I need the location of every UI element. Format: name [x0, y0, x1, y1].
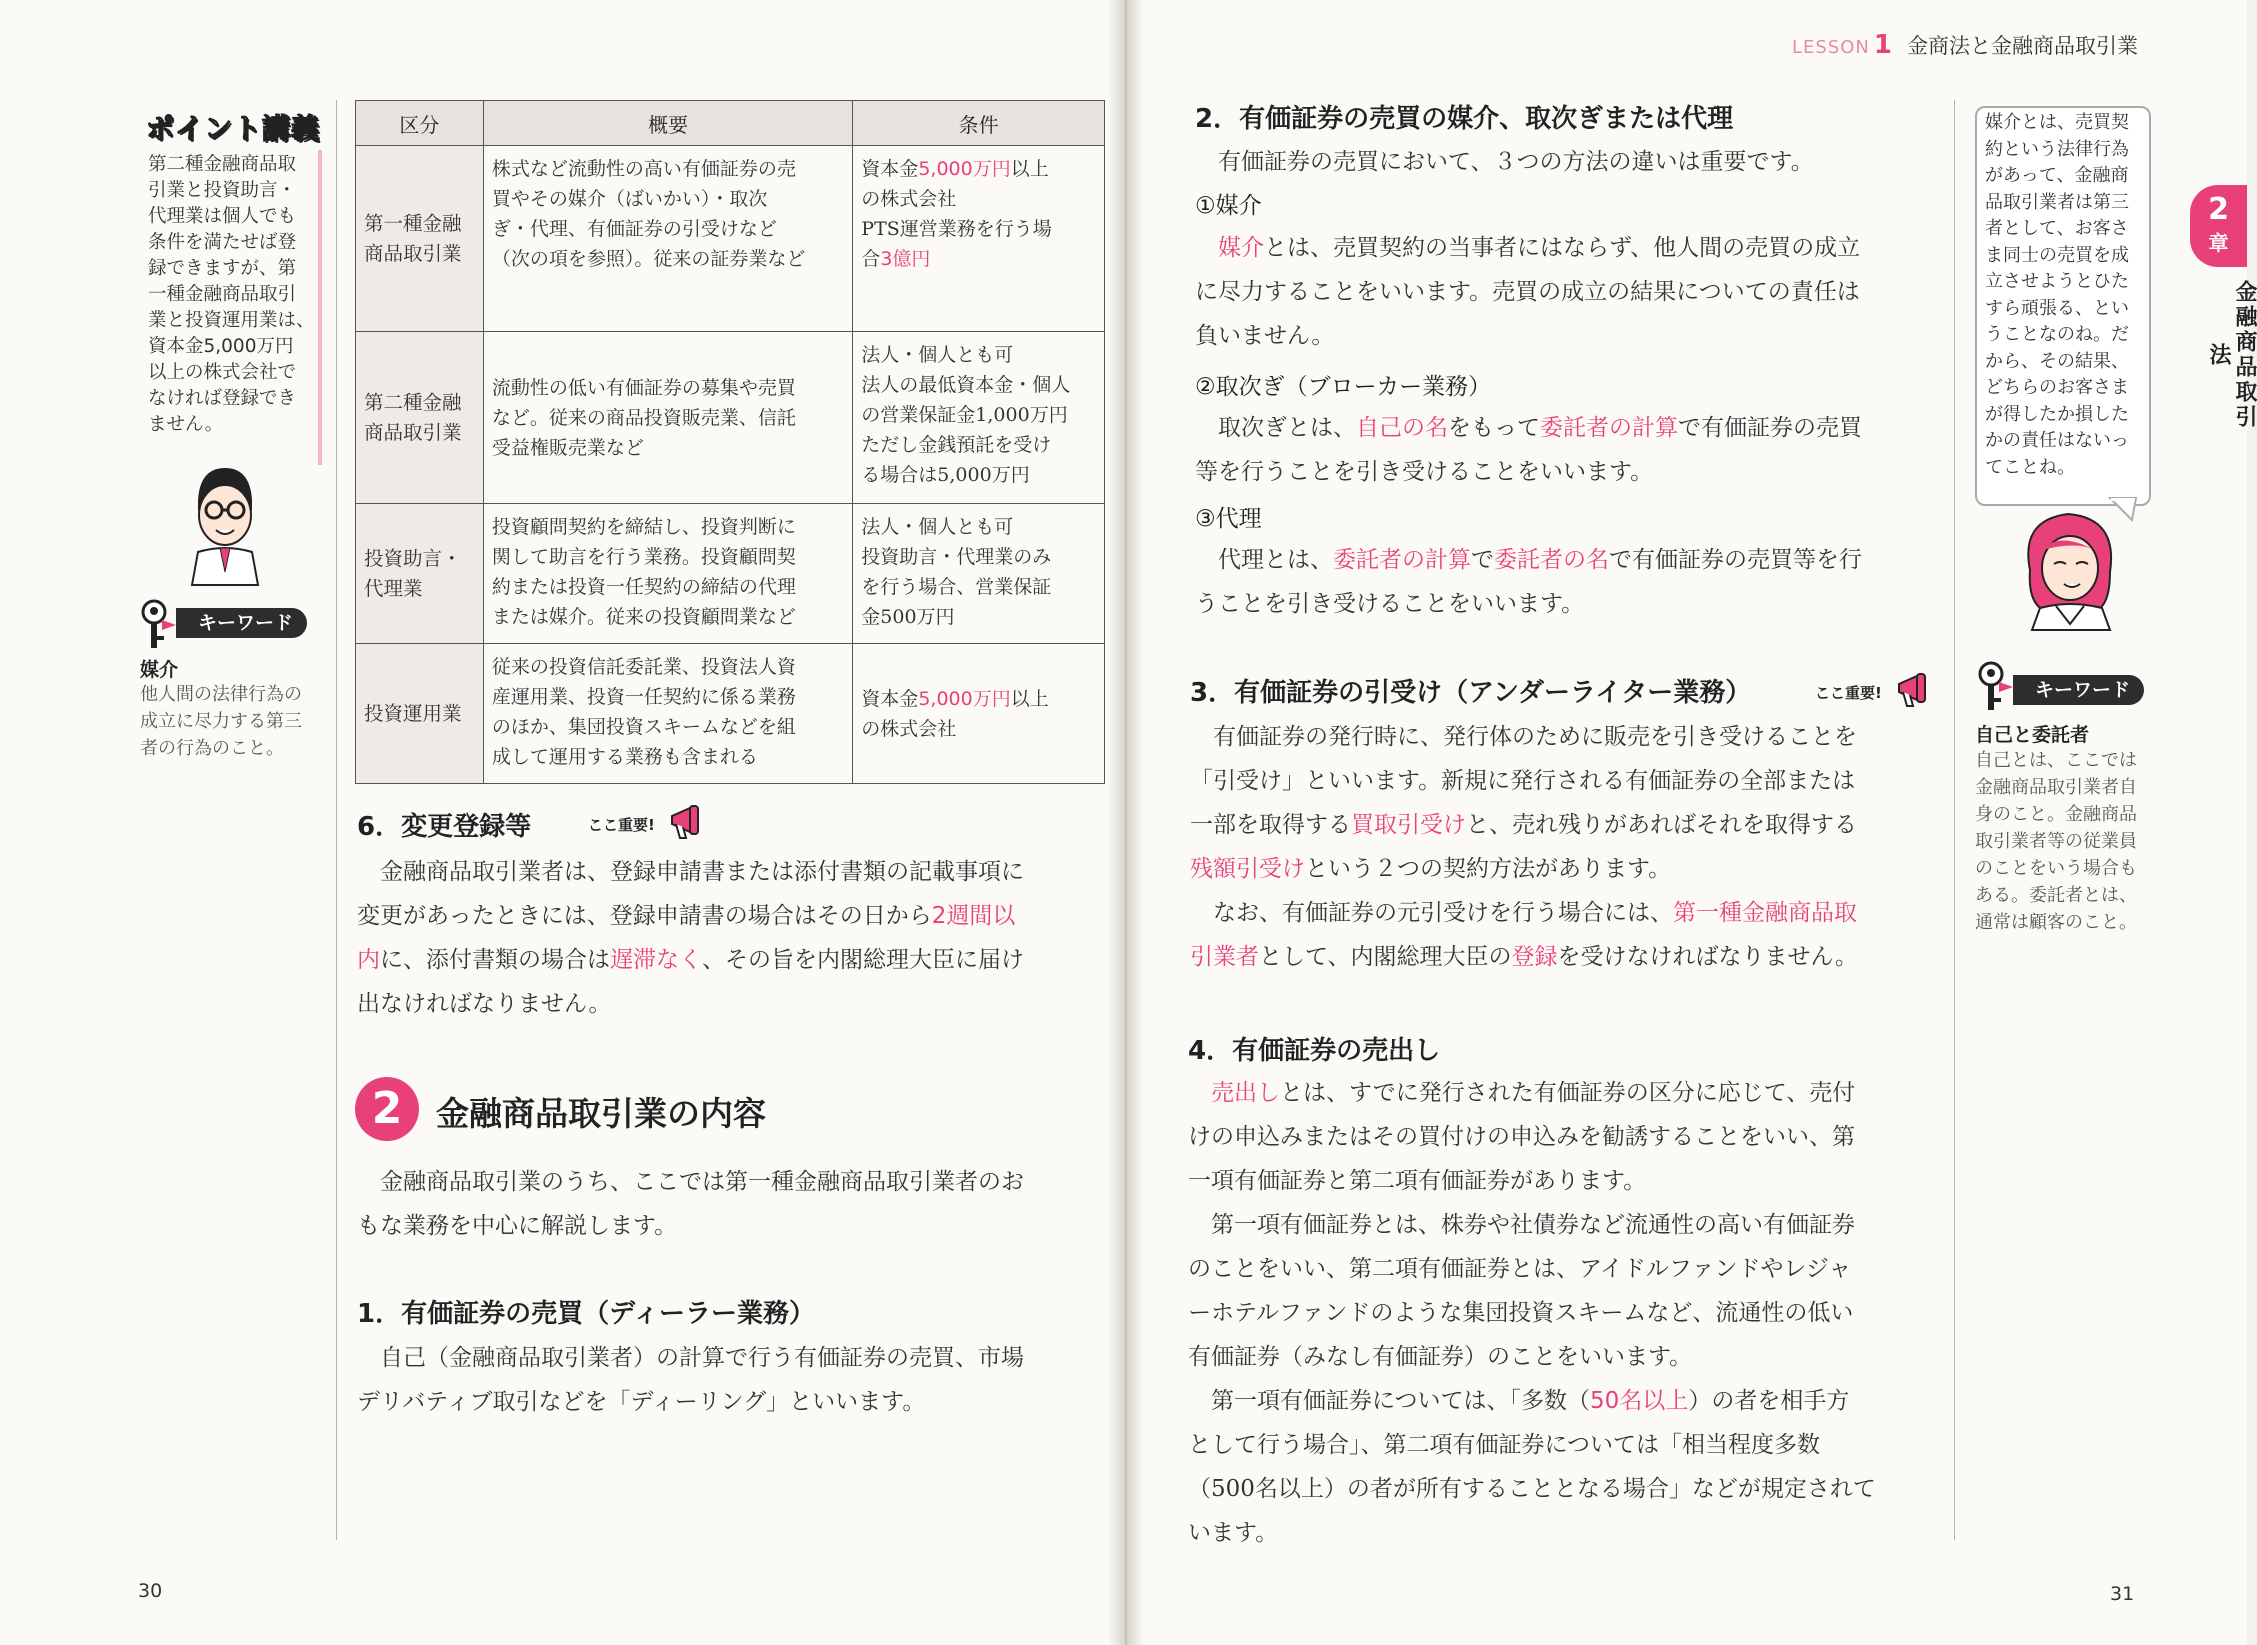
cell-line	[861, 684, 1096, 714]
table-header: 概要	[483, 101, 852, 146]
cell-line: PTS運営業務を行う場	[861, 218, 1052, 240]
text: 変更があったときには、登録申請書の場合はその日から	[357, 903, 932, 929]
highlight-term: 売出し	[1211, 1080, 1280, 1106]
intro-line: もな業務を中心に解説します。	[357, 1213, 678, 1239]
highlight-term: 引業者	[1190, 944, 1259, 970]
text: に、添付書類の場合は	[380, 947, 610, 973]
rsec2-line: 負いません。	[1195, 323, 1335, 349]
rsec3-line: 有価証券の発行時に、発行体のために販売を引き受けることを	[1213, 724, 1857, 750]
point-lecture-title: ポイント講義	[146, 112, 321, 145]
megaphone-icon	[1895, 668, 1935, 710]
right-column-rule	[1954, 100, 1955, 1540]
cell-line: 商品取引業	[364, 420, 462, 444]
keyword-line: 者の行為のこと。	[140, 738, 284, 759]
megaphone-icon	[668, 800, 708, 842]
highlight-term: 50名以上	[1590, 1388, 1689, 1414]
cell-line: 流動性の低い有価証券の募集や売買	[491, 376, 796, 399]
sec6-body	[357, 850, 1107, 1026]
rsec3-line	[1190, 935, 1940, 979]
cell-line: 金500万円	[861, 606, 955, 628]
sec6-line	[357, 850, 1107, 894]
text: で有価証券の売買	[1678, 415, 1862, 441]
speech-bubble-text	[1985, 110, 2145, 481]
page-number-right: 31	[2110, 1583, 2135, 1605]
lesson-header	[1792, 30, 2138, 60]
keyword-tag: キーワード	[176, 608, 307, 638]
cell-line: 投資顧問契約を締結し、投資判断に	[491, 516, 796, 538]
lesson-title: 金商法と金融商品取引業	[1906, 34, 2138, 58]
table-cell-description	[483, 504, 852, 644]
sub1-line: デリバティブ取引などを「ディーリング」といいます。	[357, 1389, 926, 1415]
sub1-heading: 1．有価証券の売買（ディーラー業務）	[357, 1299, 816, 1329]
cell-line: 株式など流動性の高い有価証券の売	[491, 158, 796, 180]
keyword-line: 成立に尽力する第三	[140, 711, 302, 732]
keyword-definition	[1975, 747, 2155, 936]
text: 取次ぎとは、	[1218, 415, 1356, 441]
cond-text: 以上	[1010, 687, 1049, 710]
keyword-line: 他人間の法律行為の	[140, 684, 302, 705]
book-gutter	[1108, 0, 1144, 1645]
point-line: 代理業は個人でも	[148, 206, 297, 227]
table-cell-description	[483, 332, 852, 504]
cell-line: の営業保証金1,000万円	[861, 404, 1068, 426]
rsec4-line: 第一項有価証券とは、株券や社債券など流通性の高い有価証券	[1211, 1212, 1855, 1238]
text: として、内閣総理大臣の	[1259, 944, 1512, 970]
rsec4-line: として行う場合」、第二項有価証券については「相当程度多数	[1188, 1432, 1821, 1458]
keyword-line: のことをいう場合も	[1975, 858, 2137, 879]
point-line: 業と投資運用業は、	[148, 310, 315, 331]
text: 代理とは、	[1218, 547, 1333, 573]
text: をもって	[1448, 415, 1540, 441]
cell-line: 商品取引業	[364, 241, 462, 265]
rsec2-body	[1195, 140, 1940, 184]
section-number-badge: 2	[355, 1077, 419, 1141]
intro-line: 金融商品取引業のうち、ここでは第一種金融商品取引業者のお	[380, 1169, 1024, 1195]
cond-text: 以上	[1010, 158, 1049, 180]
cell-line: の株式会社	[861, 717, 957, 740]
point-line: 資本金5,000万円	[148, 336, 294, 357]
point-line: 第二種金融商品取	[148, 154, 297, 175]
cond-highlight: 5,000万円	[918, 158, 1011, 180]
cell-line: のほか、集団投資スキームなどを組	[491, 716, 796, 738]
rsec4-line: のことをいい、第二項有価証券とは、アイドルファンドやレジャ	[1188, 1256, 1852, 1282]
cell-line: など。従来の商品投資販売業、信託	[491, 406, 796, 429]
rsec2-line	[1195, 538, 1940, 582]
rsec3-line	[1190, 847, 1940, 891]
left-column-rule	[336, 100, 337, 1540]
cond-highlight: 5,000万円	[918, 687, 1011, 710]
keyword-tag: キーワード	[2013, 675, 2144, 705]
text: ）の者を相手方	[1688, 1388, 1850, 1414]
rsec3-line	[1190, 803, 1940, 847]
cell-line	[861, 244, 1096, 274]
highlight-term: 2週間以	[931, 903, 1016, 929]
cell-line: ぎ・代理、有価証券の引受けなど	[491, 218, 777, 240]
rsec4-body	[1188, 1071, 1940, 1555]
cell-line: 投資助言・代理業のみ	[861, 546, 1052, 568]
text: という２つの契約方法があります。	[1305, 856, 1672, 882]
rsec4-line: います。	[1188, 1520, 1279, 1546]
cell-line: 関して助言を行う業務。投資顧問契	[491, 546, 796, 568]
keyword-definition	[140, 681, 320, 762]
key-icon	[1975, 660, 2015, 712]
woman-illustration-icon	[2010, 500, 2130, 630]
keyword-line: 金融商品取引業者自	[1975, 777, 2137, 798]
chapter-tab	[2190, 185, 2247, 267]
point-line: 条件を満たせば登	[148, 232, 297, 253]
highlight-term: 買取引受け	[1351, 812, 1466, 838]
cond-text: 資本金	[861, 687, 919, 710]
table-cell-category	[356, 504, 484, 644]
table-row	[356, 332, 1105, 504]
table-cell-condition	[853, 504, 1105, 644]
bubble-line: から、その結果、	[1985, 350, 2129, 372]
cell-line: の株式会社	[861, 188, 957, 210]
bubble-line: 者として、お客さ	[1985, 218, 2129, 239]
rsec2-heading: 2．有価証券の売買の媒介、取次ぎまたは代理	[1195, 104, 1734, 134]
keyword-line: 通常は顧客のこと。	[1975, 912, 2137, 933]
table-header: 区分	[356, 101, 484, 146]
bubble-line: があって、金融商	[1985, 165, 2129, 186]
cond-highlight: 3億円	[880, 248, 931, 270]
highlight-term: 登録	[1511, 944, 1558, 970]
cell-line: 従来の投資信託委託業、投資法人資	[491, 656, 796, 678]
bubble-line: 立させようとひた	[1985, 271, 2129, 292]
rsec3-body	[1190, 715, 1940, 979]
highlight-term: 内	[357, 947, 380, 973]
cell-line: ただし金銭預託を受け	[861, 434, 1052, 456]
table-cell-category	[356, 644, 484, 784]
cell-line: 第二種金融	[364, 390, 462, 414]
table-cell-category	[356, 146, 484, 332]
highlight-term: 媒介	[1218, 235, 1264, 261]
cell-line: を行う場合、営業保証	[861, 576, 1052, 598]
table-cell-description	[483, 146, 852, 332]
cell-line: 投資助言・	[364, 546, 462, 570]
bubble-line: 約という法律行為	[1985, 138, 2129, 160]
page-number-left: 30	[138, 1580, 163, 1602]
cell-line: 法人・個人とも可	[861, 516, 1014, 538]
key-icon	[138, 598, 178, 650]
rsec3-line: 「引受け」といいます。新規に発行される有価証券の全部または	[1190, 768, 1856, 794]
rsec3-heading: 3．有価証券の引受け（アンダーライター業務）	[1190, 678, 1752, 708]
highlight-term: 第一種金融商品取	[1673, 900, 1857, 926]
teacher-illustration-icon	[180, 460, 270, 585]
cell-line: 投資運用業	[364, 701, 462, 725]
table-row	[356, 504, 1105, 644]
business-category-table	[355, 100, 1105, 784]
method-label-proxy: ③代理	[1195, 506, 1262, 532]
cell-line: 法人の最低資本金・個人	[861, 374, 1071, 396]
text: と、売れ残りがあればそれを取得する	[1466, 812, 1857, 838]
text: 一部を取得する	[1190, 812, 1351, 838]
text: 第一項有価証券については、「多数（	[1211, 1388, 1591, 1414]
rsec4-line	[1188, 1379, 1940, 1423]
table-cell-category	[356, 332, 484, 504]
rsec2-line: に尽力することをいいます。売買の成立の結果についての責任は	[1195, 279, 1860, 305]
bubble-line: 媒介とは、売買契	[1985, 112, 2129, 133]
sec6-line	[357, 938, 1107, 982]
point-line: ません。	[148, 414, 224, 435]
cell-line: または媒介。従来の投資顧問業など	[491, 606, 796, 628]
highlight-term: 遅滞なく	[610, 947, 702, 973]
rsec2-line: 有価証券の売買において、３つの方法の違いは重要です。	[1218, 149, 1814, 175]
keyword-line: ある。委託者とは、	[1975, 885, 2137, 906]
text: とは、すでに発行された有価証券の区分に応じて、売付	[1280, 1080, 1856, 1106]
highlight-term: 残額引受け	[1190, 856, 1305, 882]
cell-line: る場合は5,000万円	[861, 464, 1030, 486]
point-line: 一種金融商品取引	[148, 284, 297, 305]
highlight-term: 委託者の名	[1494, 547, 1609, 573]
text: 、その旨を内閣総理大臣に届け	[702, 947, 1024, 973]
rsec4-line: 有価証券（みなし有価証券）のことをいいます。	[1188, 1344, 1693, 1370]
cell-line: 代理業	[364, 576, 423, 600]
rsec2-agency	[1195, 406, 1940, 494]
cell-line: 受益権販売業など	[491, 436, 644, 459]
highlight-term: 自己の名	[1356, 415, 1448, 441]
point-line: 録できますが、第	[148, 258, 297, 279]
cond-text: 合	[861, 248, 881, 270]
keyword-term: 自己と委託者	[1975, 724, 2090, 746]
highlight-term: 委託者の計算	[1333, 547, 1471, 573]
sub1-body	[357, 1336, 1107, 1424]
rsec4-line: （500名以上）の者が所有することとなる場合」などが規定されて	[1188, 1476, 1876, 1502]
cell-line: 成して運用する業務も含まれる	[491, 746, 758, 768]
bubble-line: かの責任はないっ	[1985, 430, 2129, 451]
rsec4-line: けの申込みまたはその買付けの申込みを勧誘することをいい、第	[1188, 1124, 1855, 1150]
important-badge: ここ重要!	[1815, 684, 1882, 702]
sub1-line: 自己（金融商品取引業者）の計算で行う有価証券の売買、市場	[380, 1345, 1024, 1371]
bubble-line: てことね。	[1985, 456, 2075, 478]
bubble-line: 品取引業者は第三	[1985, 191, 2129, 213]
cell-line: （次の項を参照）。従来の証券業など	[491, 248, 806, 270]
chapter-title: 金融商品取引法	[2206, 280, 2257, 430]
rsec4-line: ーホテルファンドのような集団投資スキームなど、流通性の低い	[1188, 1300, 1854, 1326]
text: で有価証券の売買等を行	[1609, 547, 1862, 573]
sec6-heading: 6．変更登録等	[357, 812, 532, 842]
point-line: 引業と投資助言・	[148, 180, 297, 201]
section-heading: 金融商品取引業の内容	[436, 1094, 766, 1133]
important-badge: ここ重要!	[588, 816, 655, 834]
point-lecture-text	[148, 152, 318, 438]
bubble-line: どちらのお客さま	[1985, 377, 2129, 398]
bubble-line: が得したか損した	[1985, 403, 2129, 425]
cell-line: 買やその媒介（ばいかい）・取次	[491, 188, 768, 210]
text: を受けなければなりません。	[1557, 944, 1858, 970]
text: で	[1471, 547, 1494, 573]
sec6-line	[357, 894, 1107, 938]
rsec2-line: うことを引き受けることをいいます。	[1195, 591, 1585, 617]
rsec4-heading: 4．有価証券の売出し	[1188, 1036, 1441, 1066]
keyword-line: 取引業者等の従業員	[1975, 831, 2137, 852]
rsec2-line: 等を行うことを引き受けることをいいます。	[1195, 459, 1654, 485]
highlight-term: 委託者の計算	[1540, 415, 1678, 441]
rsec2-mediation	[1195, 226, 1940, 358]
lesson-label: LESSON	[1792, 37, 1870, 58]
bubble-line: ま同士の売買を成	[1985, 244, 2129, 266]
table-cell-condition	[853, 332, 1105, 504]
chapter-number: 2	[2208, 192, 2229, 227]
point-line: なければ登録でき	[148, 388, 297, 409]
keyword-line: 身のこと。金融商品	[1975, 804, 2137, 825]
keyword-term: 媒介	[140, 659, 179, 681]
table-row	[356, 644, 1105, 784]
cell-line: 産運用業、投資一任契約に係る業務	[491, 686, 796, 708]
table-cell-condition	[853, 146, 1105, 332]
point-line: 以上の株式会社で	[148, 362, 297, 383]
cell-line: 法人・個人とも可	[861, 344, 1014, 366]
rsec2-line	[1195, 226, 1940, 270]
cell-line: 約または投資一任契約の締結の代理	[491, 576, 796, 598]
keyword-line: 自己とは、ここでは	[1975, 750, 2137, 771]
cell-line: 第一種金融	[364, 211, 462, 235]
table-header: 条件	[853, 101, 1105, 146]
rsec3-line	[1190, 891, 1940, 935]
chapter-title-vertical	[2205, 275, 2257, 435]
table-cell-description	[483, 644, 852, 784]
table-row	[356, 146, 1105, 332]
text: 金融商品取引業者は、登録申請書または添付書類の記載事項に	[380, 859, 1024, 885]
section2-intro	[357, 1160, 1107, 1248]
rsec4-line	[1188, 1071, 1940, 1115]
rsec2-proxy	[1195, 538, 1940, 626]
table-cell-condition	[853, 644, 1105, 784]
chapter-unit: 章	[2208, 231, 2229, 255]
cell-line	[861, 154, 1096, 184]
rsec4-line: 一項有価証券と第二項有価証券があります。	[1188, 1168, 1647, 1194]
rsec2-line	[1195, 406, 1940, 450]
bubble-line: すら頑張る、とい	[1985, 297, 2129, 319]
method-label-brokerage: ①媒介	[1195, 193, 1262, 219]
cond-text: 資本金	[861, 158, 919, 180]
bubble-line: うことなのね。だ	[1985, 324, 2129, 345]
lesson-number: 1	[1873, 30, 1893, 60]
method-label-agency: ②取次ぎ（ブローカー業務）	[1195, 374, 1492, 400]
table-header-row	[356, 101, 1105, 146]
sec6-line: 出なければなりません。	[357, 991, 612, 1017]
text: とは、売買契約の当事者にはならず、他人間の売買の成立	[1264, 235, 1861, 261]
text: なお、有価証券の元引受けを行う場合には、	[1213, 900, 1673, 926]
